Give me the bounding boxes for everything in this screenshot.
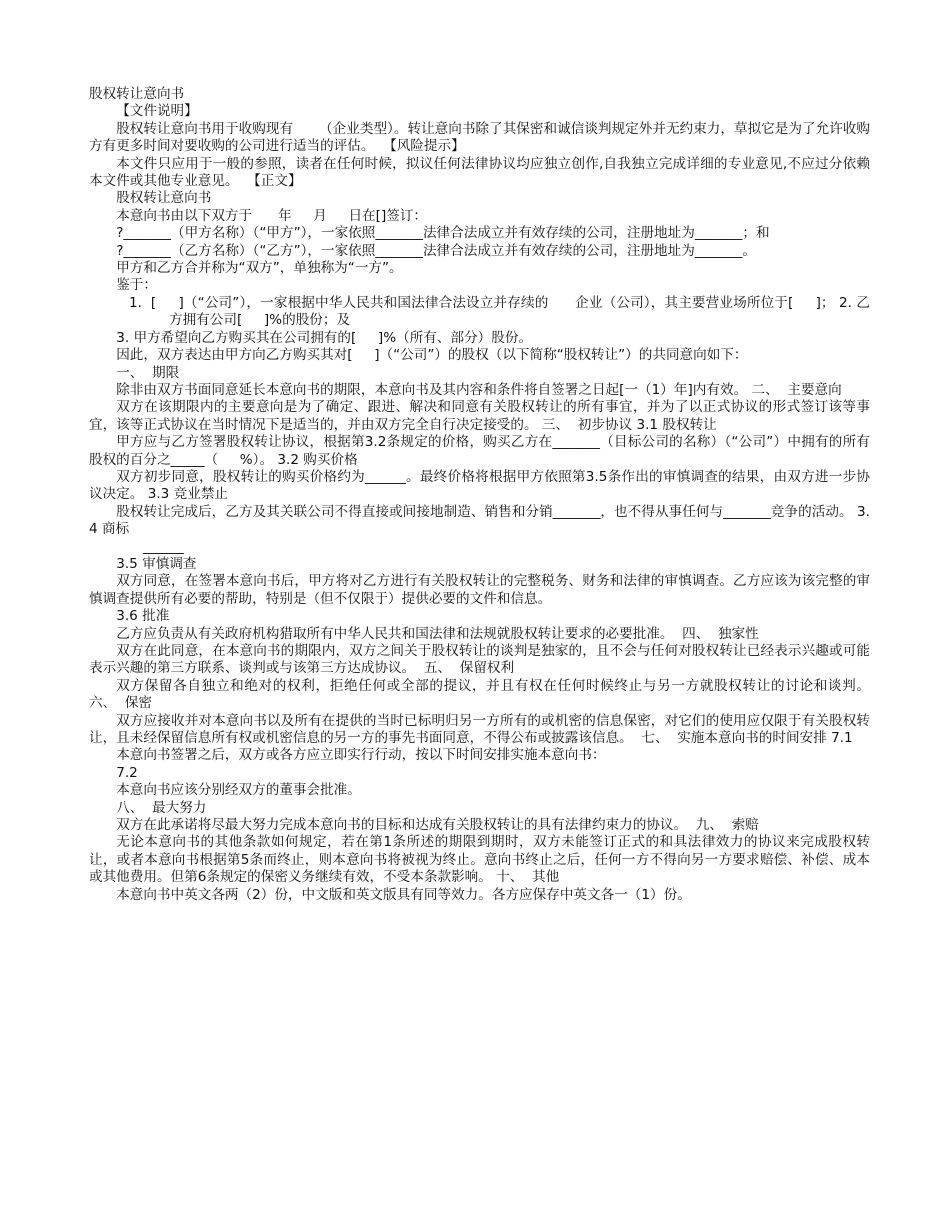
paragraph: 本意向书应该分别经双方的董事会批准。 [116, 782, 361, 799]
paragraph: 本意向书由以下双方于 年 月 日在[]签订： [116, 207, 428, 224]
paragraph: 7.2 [116, 764, 138, 781]
paragraph: 因此，双方表达由甲方向乙方购买其对[ ]（“公司”）的股权（以下简称“股权转让”）的共同意向如下： [116, 347, 748, 364]
paragraph: ?_______（乙方名称）（“乙方”），一家依照_______法律合法成立并有效存续的公司，注册地址为_______。 [116, 242, 756, 259]
paragraph: 甲方应与乙方签署股权转让协议，根据第3.2条规定的价格，购买乙方在_______（目标公司的名称）（“公司”）中拥有的所有股权的百分之_____（ %）。 3.2 购买价格 [89, 434, 870, 468]
paragraph: 3.5 审慎调查 [116, 555, 197, 572]
paragraph: 本意向书签署之后，双方或各方应立即实行行动，按以下时间安排实施本意向书： [116, 747, 606, 764]
paragraph: 本意向书中英文各两（2）份，中文版和英文版具有同等效力。各方应保存中英文各一（1）份。 [116, 886, 691, 903]
paragraph: 【文件说明】 [116, 103, 198, 120]
paragraph: 双方在该期限内的主要意向是为了确定、跟进、解决和同意有关股权转让的所有事宜，并为了以正式协议的形式签订该等事宜，该等正式协议在当时情况下是适当的，并由双方完全自行决定接受的。 三、 初步协议 3.1 股权转让 [89, 399, 870, 433]
paragraph: 双方初步同意，股权转让的购买价格约为______。最终价格将根据甲方依照第3.5条作出的审慎调查的结果，由双方进一步协议决定。 3.3 竞业禁止 [89, 468, 870, 503]
paragraph: 除非由双方书面同意延长本意向书的期限，本意向书及其内容和条件将自签署之日起[一（1）年]内有效。 二、 主要意向 [116, 381, 842, 398]
paragraph: ?_______（甲方名称）（“甲方”），一家依照_______法律合法成立并有效存续的公司，注册地址为_______；和 [116, 225, 770, 242]
paragraph: 鉴于： [116, 277, 157, 294]
document-body [89, 103, 879, 904]
paragraph: 双方应接收并对本意向书以及所有在提供的当时已标明归另一方所有的或机密的信息保密，对它们的使用应仅限于有关股权转让，且未经保留信息所有权或机密信息的另一方的事先书面同意，不得公布或披露该信息。 七、 实施本意向书的时间安排 7.1 [89, 712, 870, 747]
paragraph: 股权转让完成后，乙方及其关联公司不得直接或间接地制造、销售和分销_______，也不得从事任何与_______竞争的活动。 3.4 商标 [89, 503, 870, 538]
paragraph: ______ [143, 538, 184, 555]
paragraph: 甲方和乙方合并称为“双方”，单独称为“一方”。 [116, 260, 403, 277]
paragraph: 本文件只应用于一般的参照，读者在任何时候，拟议任何法律协议均应独立创作,自我独立完成详细的专业意见,不应过分依赖本文件或其他专业意见。 【正文】 [89, 155, 870, 190]
paragraph: 八、 最大努力 [116, 799, 207, 816]
paragraph: 双方保留各自独立和绝对的权利，拒绝任何或全部的提议，并且有权在任何时候终止与另一方就股权转让的讨论和谈判。 六、 保密 [89, 677, 879, 712]
paragraph: 3.6 批准 [116, 608, 170, 625]
paragraph: 一、 期限 [116, 364, 180, 381]
paragraph: 双方在此承诺将尽最大努力完成本意向书的目标和达成有关股权转让的具有法律约束力的协议。 九、 索赔 [116, 817, 759, 834]
paragraph: 股权转让意向书用于收购现有 （企业类型）。转让意向书除了其保密和诚信谈判规定外并无约束力，草拟它是为了允许收购方有更多时间对要收购的公司进行适当的评估。 【风险提示】 [89, 120, 870, 155]
document-title: 股权转让意向书 [89, 86, 185, 102]
paragraph: 无论本意向书的其他条款如何规定，若在第1条所述的期限到期时，双方未能签订正式的和具法律效力的协议来完成股权转让，或者本意向书根据第5条而终止，则本意向书将被视为终止。意向书终止之后，任何一方不得向另一方要求赔偿、补偿、成本或其他费用。但第6条规定的保密义务继续有效，不受本条款影响。 十、 其他 [89, 834, 870, 886]
paragraph: 1. [ ]（“公司”），一家根据中华人民共和国法律合法设立并存续的 企业（公司），其主要营业场所位于[ ]； 2. 乙方拥有公司[ ]%的股份；及 [129, 294, 870, 329]
paragraph: 双方同意，在签署本意向书后，甲方将对乙方进行有关股权转让的完整税务、财务和法律的审慎调查。乙方应该为该完整的审慎调查提供所有必要的帮助，特别是（但不仅限于）提供必要的文件和信息。 [89, 573, 870, 607]
paragraph: 乙方应负责从有关政府机构猎取所有中华人民共和国法律和法规就股权转让要求的必要批准。 四、 独家性 [116, 625, 759, 642]
paragraph: 双方在此同意，在本意向书的期限内，双方之间关于股权转让的谈判是独家的，且不会与任何对股权转让已经表示兴趣或可能表示兴趣的第三方联系、谈判或与该第三方达成协议。 五、 保留权利 [89, 643, 870, 677]
paragraph: 股权转让意向书 [116, 190, 212, 207]
paragraph: 3. 甲方希望向乙方购买其在公司拥有的[ ]%（所有、部分）股份。 [116, 329, 533, 346]
